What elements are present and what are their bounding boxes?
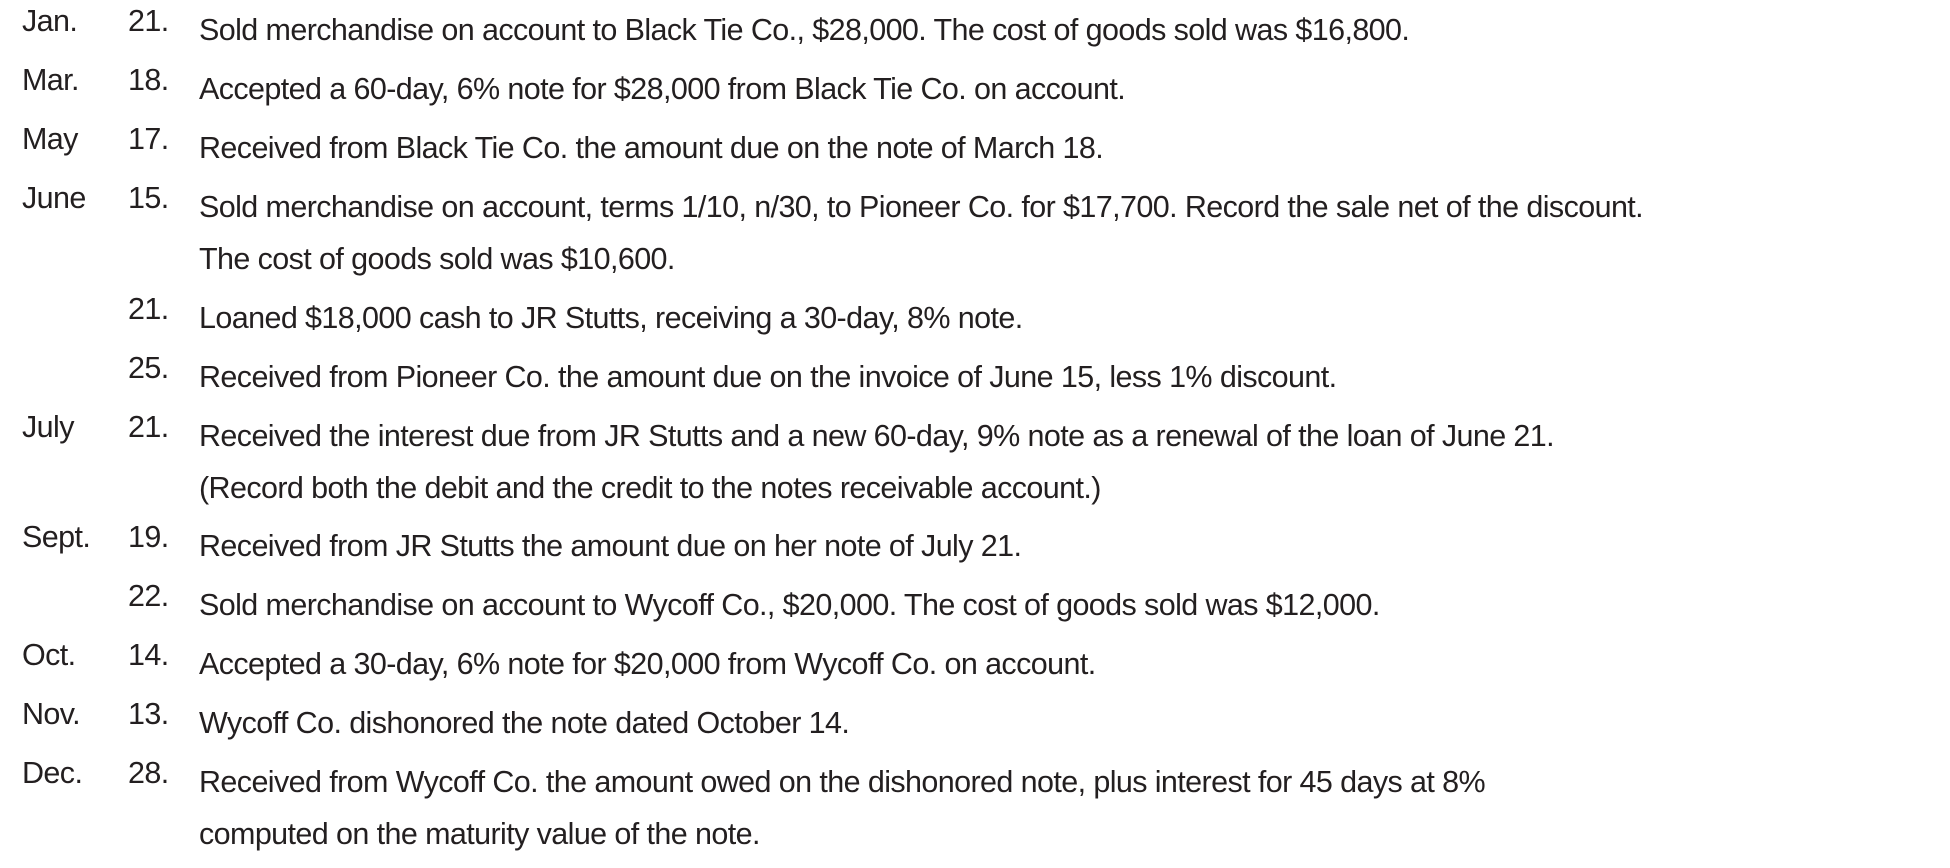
entry-day: 18. [128, 63, 169, 97]
entry-description [199, 579, 1944, 631]
entry-description [199, 351, 1944, 403]
entry-day: 19. [128, 520, 169, 554]
description-line: (Record both the debit and the credit to the notes receivable account.) [199, 471, 1101, 505]
entry-day: 21. [128, 410, 169, 444]
entry-day: 13. [128, 697, 169, 731]
entry-day: 22. [128, 579, 169, 613]
entry-description [199, 410, 1944, 514]
description-line: computed on the maturity value of the note. [199, 817, 760, 851]
entry-day: 21. [128, 292, 169, 326]
entry-month: June [22, 181, 86, 215]
description-line: Received from Wycoff Co. the amount owed on the dishonored note, plus interest for 45 days at 8% [199, 765, 1486, 799]
entry-month: Nov. [22, 697, 81, 731]
entry-description [199, 181, 1944, 285]
description-line: Wycoff Co. dishonored the note dated October 14. [199, 706, 850, 740]
entry-description [199, 697, 1944, 749]
entry-description [199, 292, 1944, 344]
entry-month: Oct. [22, 638, 76, 672]
entry-day: 14. [128, 638, 169, 672]
description-line: Received the interest due from JR Stutts and a new 60-day, 9% note as a renewal of the loan of June 21. [199, 419, 1555, 453]
description-line: Received from Pioneer Co. the amount due on the invoice of June 15, less 1% discount. [199, 360, 1337, 394]
description-line: Received from JR Stutts the amount due on her note of July 21. [199, 529, 1022, 563]
entry-day: 28. [128, 756, 169, 790]
entry-month: Jan. [22, 4, 78, 38]
entry-month: Dec. [22, 756, 83, 790]
entry-day: 21. [128, 4, 169, 38]
entry-day: 25. [128, 351, 169, 385]
entry-description [199, 520, 1944, 572]
description-line: Accepted a 30-day, 6% note for $20,000 from Wycoff Co. on account. [199, 647, 1096, 681]
description-line: The cost of goods sold was $10,600. [199, 242, 675, 276]
description-line: Loaned $18,000 cash to JR Stutts, receiving a 30-day, 8% note. [199, 301, 1023, 335]
entry-description [199, 638, 1944, 690]
description-line: Sold merchandise on account, terms 1/10, n/30, to Pioneer Co. for $17,700. Record the sale net of the discount. [199, 190, 1644, 224]
entry-month: Mar. [22, 63, 79, 97]
entry-description [199, 122, 1944, 174]
entry-description [199, 756, 1944, 860]
entry-description [199, 63, 1944, 115]
entry-month: May [22, 122, 78, 156]
description-line: Sold merchandise on account to Black Tie Co., $28,000. The cost of goods sold was $16,800. [199, 13, 1410, 47]
entry-month: Sept. [22, 520, 91, 554]
entry-day: 17. [128, 122, 169, 156]
entry-day: 15. [128, 181, 169, 215]
description-line: Accepted a 60-day, 6% note for $28,000 from Black Tie Co. on account. [199, 72, 1126, 106]
description-line: Received from Black Tie Co. the amount due on the note of March 18. [199, 131, 1104, 165]
entry-month: July [22, 410, 74, 444]
description-line: Sold merchandise on account to Wycoff Co., $20,000. The cost of goods sold was $12,000. [199, 588, 1380, 622]
entry-description [199, 4, 1944, 56]
